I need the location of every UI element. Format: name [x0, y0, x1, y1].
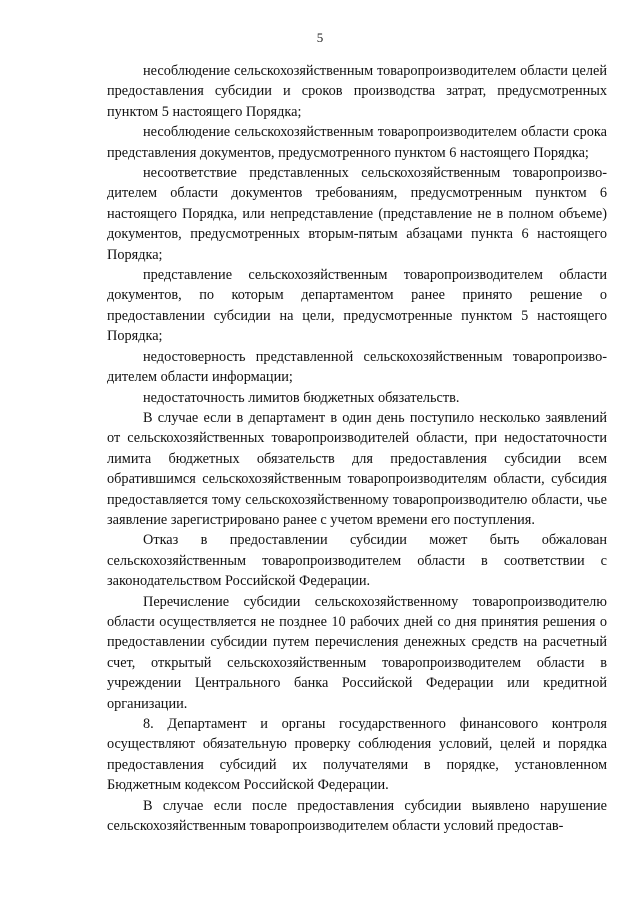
document-body: [107, 61, 607, 836]
paragraph-4: представление сельскохозяйственным товаропроизводителем области документов, по которым департаментом ранее принято решение о предоставлении субсидии на цели, предусмотренные пунктом 5 настоящего Порядка;: [107, 267, 607, 345]
paragraph-6: недостаточность лимитов бюджетных обязательств.: [143, 389, 460, 406]
paragraph-5: недостоверность представленной сельскохозяйственным товаропроизводителем области информации;: [107, 348, 607, 386]
paragraph-8: Отказ в предоставлении субсидии может быть обжалован сельскохозяйственным товаропроизводителем области в соответствии с законодательством Российской Федерации.: [107, 532, 607, 590]
paragraph-10: 8. Департамент и органы государственного финансового контроля осуществляют обязательную проверку соблюдения условий, целей и порядка предоставления субсидий их получателями в порядке, установленном Бюджетным кодексом Российской Федерации.: [107, 716, 607, 794]
paragraph-3: несоответствие представленных сельскохозяйственным товаропроизводителем области документов требованиям, предусмотренным пунктом 6 настоящего Порядка, или непредставление (представление не в полном объеме) документов, предусмотренных вторым-пятым абзацами пункта 6 настоящего Порядка;: [107, 165, 607, 263]
paragraph-11: В случае если после предоставления субсидии выявлено нарушение сельскохозяйственным товаропроизводителем области условий предостав-: [107, 797, 607, 835]
paragraph-7: В случае если в департамент в один день поступило несколько заявлений от сельскохозяйственных товаропроизводителей области, при недостаточности лимита бюджетных обязательств для предоставления субсидии всем обратившимся сельскохозяйственным товаропроизводителям области, субсидия предоставляется тому сельскохозяйственному товаропроизводителю области, чье заявление зарегистрировано ранее с учетом времени его поступления.: [107, 409, 607, 528]
paragraph-1: несоблюдение сельскохозяйственным товаропроизводителем области целей предоставления субсидии и сроков производства затрат, предусмотренных пунктом 5 настоящего Порядка;: [107, 63, 607, 120]
paragraph-2: несоблюдение сельскохозяйственным товаропроизводителем области срока представления документов, предусмотренного пунктом 6 настоящего Порядка;: [107, 124, 607, 161]
page-number: 5: [316, 30, 324, 45]
paragraph-9: Перечисление субсидии сельскохозяйственному товаропроизводителю области осуществляется не позднее 10 рабочих дней со дня принятия решения о предоставлении субсидии путем перечисления денежных средств на расчетный счет, открытый сельскохозяйственным товаропроизводителем области в учреждении Центрального банка Российской Федерации или кредитной организации.: [107, 593, 607, 712]
